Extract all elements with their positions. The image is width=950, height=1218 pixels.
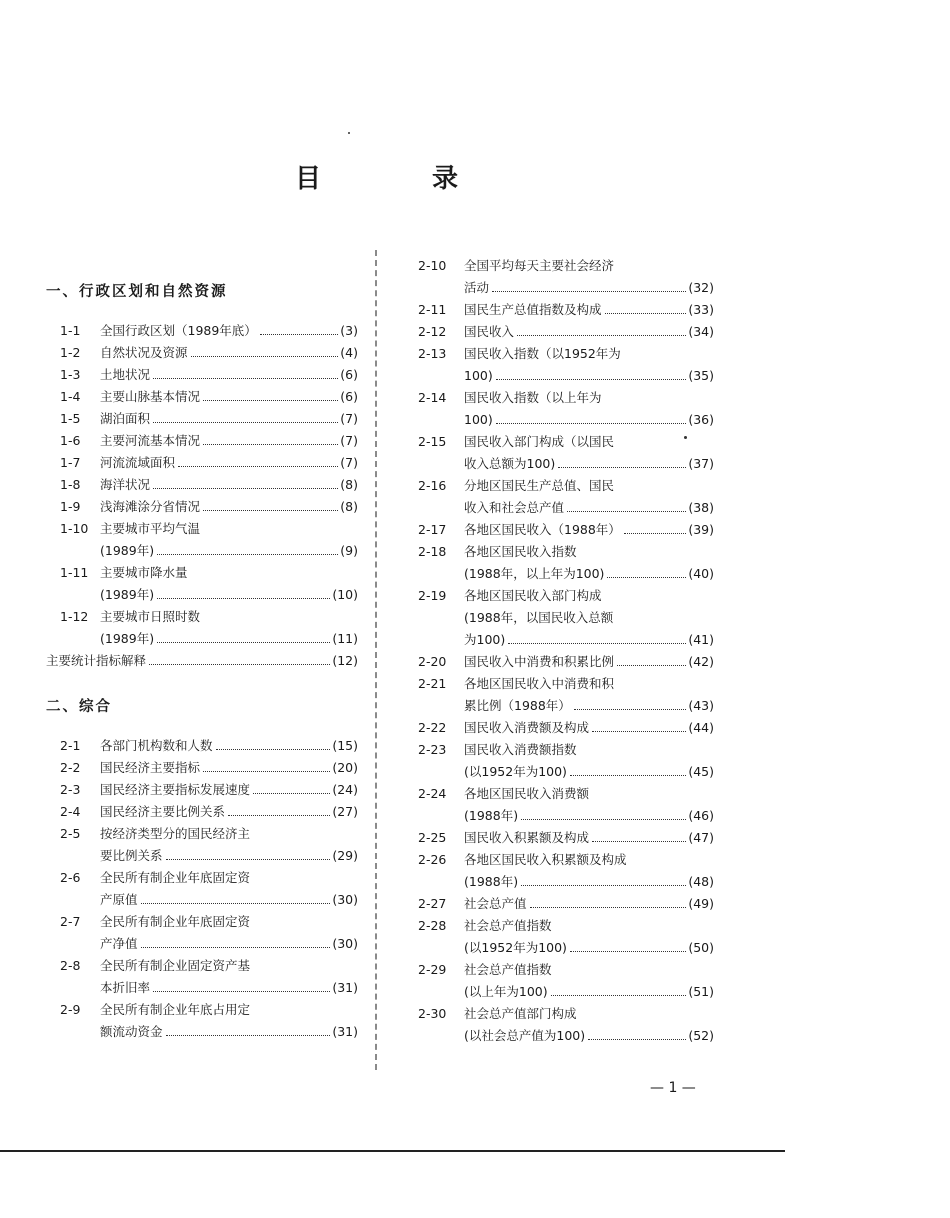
- dot-leader: [260, 334, 338, 335]
- toc-entry-title: 河流流域面积: [100, 455, 176, 470]
- toc-entry-title: (1989年): [100, 631, 155, 646]
- toc-entry-title: 额流动资金: [100, 1024, 163, 1039]
- toc-entry: [46, 735, 358, 757]
- dot-leader: [567, 511, 686, 512]
- toc-entry-title: 收入和社会总产值: [464, 500, 565, 515]
- toc-entry-page: (39): [688, 522, 714, 537]
- toc-entry-page: (8): [340, 477, 358, 492]
- dot-leader: [530, 907, 687, 908]
- dot-leader: [617, 665, 686, 666]
- toc-entry-title: 各地区国民收入（1988年）: [464, 522, 621, 537]
- dot-leader: [203, 771, 330, 772]
- toc-entry: [46, 606, 358, 650]
- toc-entry: [46, 562, 358, 606]
- title-char-1: 目: [295, 164, 322, 194]
- toc-entry-page: (37): [688, 456, 714, 471]
- toc-entry: [418, 541, 714, 585]
- toc-entry-title: (1988年，以上年为100): [464, 566, 605, 581]
- toc-entry-page: (4): [340, 345, 358, 360]
- toc-entry-page: (6): [340, 367, 358, 382]
- dot-leader: [588, 1039, 686, 1040]
- toc-entry-line: [464, 871, 714, 893]
- toc-entry-title: 国民收入指数（以1952年为: [464, 346, 621, 361]
- dot-leader: [153, 991, 330, 992]
- toc-entry-title: (以上年为100): [464, 984, 548, 999]
- toc-entry-line: [464, 805, 714, 827]
- toc-entry-title: 全国行政区划（1989年底）: [100, 323, 257, 338]
- toc-entry-page: (32): [688, 280, 714, 295]
- toc-entry-title: 社会总产值指数: [464, 962, 552, 977]
- toc-entry-page: (38): [688, 500, 714, 515]
- toc-entry: [46, 867, 358, 911]
- toc-entry-page: (34): [688, 324, 714, 339]
- toc-entry-number: 1-1: [60, 323, 81, 338]
- toc-entry-line: [100, 933, 358, 955]
- dot-leader: [521, 885, 686, 886]
- toc-entry-line: [100, 757, 358, 779]
- toc-entry-title: 主要城市日照时数: [100, 609, 201, 624]
- toc-entry-number: 2-23: [418, 742, 447, 757]
- toc-entry-page: (43): [688, 698, 714, 713]
- toc-entry-line: [464, 629, 714, 651]
- toc-entry-line: [100, 1021, 358, 1043]
- toc-entry-title: 主要山脉基本情况: [100, 389, 201, 404]
- toc-entry: [418, 343, 714, 387]
- toc-entry-line: [464, 893, 714, 915]
- toc-entry-title: 各地区国民收入消费额: [464, 786, 590, 801]
- toc-entry-number: 2-10: [418, 258, 447, 273]
- page-title: [0, 158, 760, 198]
- toc-entry-number: 2-30: [418, 1006, 447, 1021]
- dot-leader: [153, 378, 338, 379]
- toc-entry-page: (20): [332, 760, 358, 775]
- dot-leader: [558, 467, 686, 468]
- dot-leader: [203, 444, 338, 445]
- toc-entry-title: 社会总产值部门构成: [464, 1006, 577, 1021]
- toc-entry: [46, 518, 358, 562]
- toc-entry-page: (44): [688, 720, 714, 735]
- toc-entry-page: (47): [688, 830, 714, 845]
- toc-entry: [46, 496, 358, 518]
- toc-entry-page: (3): [340, 323, 358, 338]
- toc-entry-line: [100, 735, 358, 757]
- toc-entry-page: (31): [332, 1024, 358, 1039]
- toc-entry-title: 海洋状况: [100, 477, 151, 492]
- dot-leader: [153, 422, 338, 423]
- dot-leader: [508, 643, 686, 644]
- toc-entry-title: 国民收入中消费和积累比例: [464, 654, 615, 669]
- toc-entry-number: 2-4: [60, 804, 81, 819]
- toc-entry-line: [100, 408, 358, 430]
- toc-entry-title: 全民所有制企业固定资产基: [100, 958, 251, 973]
- toc-entry-number: 1-9: [60, 499, 81, 514]
- toc-entry-line: [464, 409, 714, 431]
- toc-entry-line: [464, 365, 714, 387]
- toc-entry-title: 国民收入部门构成（以国民: [464, 434, 615, 449]
- toc-entry-number: 1-11: [60, 565, 89, 580]
- toc-entry-title: 国民收入指数（以上年为: [464, 390, 602, 405]
- toc-entry-page: (31): [332, 980, 358, 995]
- toc-entry-title: 浅海滩涂分省情况: [100, 499, 201, 514]
- toc-entry-number: 1-10: [60, 521, 89, 536]
- toc-entry-line: [100, 779, 358, 801]
- toc-entry-title: 产净值: [100, 936, 138, 951]
- toc-entry-number: 2-11: [418, 302, 447, 317]
- toc-entry-title: 社会总产值: [464, 896, 527, 911]
- toc-entry-number: 1-8: [60, 477, 81, 492]
- dot-leader: [228, 815, 330, 816]
- toc-entry: [418, 827, 714, 849]
- toc-entry-title: (1988年): [464, 874, 519, 889]
- toc-entry-number: 2-20: [418, 654, 447, 669]
- dot-leader: [496, 423, 687, 424]
- toc-entry-line: [464, 321, 714, 343]
- toc-entry: [418, 431, 714, 475]
- toc-entry-line: [464, 453, 714, 475]
- toc-entry-number: 2-28: [418, 918, 447, 933]
- toc-entry: [46, 408, 358, 430]
- toc-entry-title: 累比例（1988年）: [464, 698, 571, 713]
- toc-entry-page: (27): [332, 804, 358, 819]
- toc-entry-number: 1-4: [60, 389, 81, 404]
- toc-entry-title: (以1952年为100): [464, 764, 567, 779]
- toc-entry-title: (以1952年为100): [464, 940, 567, 955]
- toc-entry-title: 自然状况及资源: [100, 345, 188, 360]
- dot-leader: [157, 642, 330, 643]
- toc-entry-page: (40): [688, 566, 714, 581]
- toc-entry-title: 国民收入积累额及构成: [464, 830, 590, 845]
- dot-leader: [157, 554, 338, 555]
- toc-entry-title: 活动: [464, 280, 490, 295]
- toc-entry-line: [100, 474, 358, 496]
- toc-entry-page: (6): [340, 389, 358, 404]
- toc-entry: [418, 893, 714, 915]
- toc-entry-line: [464, 937, 714, 959]
- toc-entry-line: [464, 761, 714, 783]
- toc-entry: [418, 585, 714, 651]
- toc-entry-number: 2-16: [418, 478, 447, 493]
- toc-entry-title: 本折旧率: [100, 980, 151, 995]
- scan-speck: [684, 436, 687, 439]
- toc-entry-title: 收入总额为100): [464, 456, 556, 471]
- toc-entry-title: 主要统计指标解释: [46, 653, 147, 668]
- toc-entry-line: [464, 651, 714, 673]
- toc-entry: [46, 779, 358, 801]
- toc-entry-line: [100, 540, 358, 562]
- toc-entry-line: [100, 496, 358, 518]
- toc-entry-title: 主要城市降水量: [100, 565, 188, 580]
- toc-entry-title: 按经济类型分的国民经济主: [100, 826, 251, 841]
- toc-entry: [418, 321, 714, 343]
- section-heading: 一、行政区划和自然资源: [46, 284, 228, 300]
- toc-entry-title: 全国平均每天主要社会经济: [464, 258, 615, 273]
- toc-entry: [46, 757, 358, 779]
- dot-leader: [492, 291, 686, 292]
- page-number: — 1 —: [650, 1080, 696, 1096]
- toc-entry-page: (33): [688, 302, 714, 317]
- toc-entry-number: 2-6: [60, 870, 81, 885]
- toc-entry-line: [100, 430, 358, 452]
- toc-entry-title: 社会总产值指数: [464, 918, 552, 933]
- dot-leader: [153, 488, 338, 489]
- toc-entry-title: 国民收入: [464, 324, 515, 339]
- dot-leader: [166, 859, 331, 860]
- toc-entry: [418, 651, 714, 673]
- dot-leader: [570, 951, 686, 952]
- toc-entry-line: [464, 277, 714, 299]
- dot-leader: [216, 749, 331, 750]
- toc-entry-page: (10): [332, 587, 358, 602]
- title-char-2: 录: [432, 164, 459, 194]
- toc-entry-line: [100, 320, 358, 342]
- toc-entry-title: 各地区国民收入积累额及构成: [464, 852, 627, 867]
- toc-entry-title: 100): [464, 368, 493, 383]
- toc-entry-line: [100, 364, 358, 386]
- toc-entry-title: 各地区国民收入部门构成: [464, 588, 602, 603]
- toc-entry-page: (50): [688, 940, 714, 955]
- toc-entry-number: 2-21: [418, 676, 447, 691]
- toc-entry-number: 2-14: [418, 390, 447, 405]
- dot-leader: [521, 819, 686, 820]
- toc-entry-title: 国民经济主要指标: [100, 760, 201, 775]
- dot-leader: [551, 995, 687, 996]
- toc-entry-title: 主要城市平均气温: [100, 521, 201, 536]
- dot-leader: [141, 947, 331, 948]
- toc-entry-title: 100): [464, 412, 493, 427]
- dot-leader: [178, 466, 338, 467]
- dot-leader: [605, 313, 687, 314]
- toc-entry-number: 1-7: [60, 455, 81, 470]
- toc-entry-line: [100, 845, 358, 867]
- toc-entry-page: (48): [688, 874, 714, 889]
- toc-entry-title: 分地区国民生产总值、国民: [464, 478, 615, 493]
- toc-entry-title: 主要河流基本情况: [100, 433, 201, 448]
- toc-entry-number: 2-8: [60, 958, 81, 973]
- toc-entry-number: 2-17: [418, 522, 447, 537]
- toc-entry: [46, 999, 358, 1043]
- toc-entry-number: 2-22: [418, 720, 447, 735]
- toc-entry-page: (30): [332, 892, 358, 907]
- toc-entry-number: 1-5: [60, 411, 81, 426]
- toc-entry-title: 湖泊面积: [100, 411, 151, 426]
- toc-entry-page: (45): [688, 764, 714, 779]
- toc-entry-page: (35): [688, 368, 714, 383]
- toc-entry: [46, 955, 358, 999]
- toc-entry-page: (24): [332, 782, 358, 797]
- toc-entry-line: [464, 497, 714, 519]
- toc-entry-line: [464, 519, 714, 541]
- toc-entry-title: 土地状况: [100, 367, 151, 382]
- toc-entry-title: (1989年): [100, 587, 155, 602]
- toc-entry-line: [100, 386, 358, 408]
- toc-entry: [418, 1003, 714, 1047]
- dot-leader: [592, 841, 686, 842]
- toc-entry-number: 2-29: [418, 962, 447, 977]
- toc-entry-line: [464, 981, 714, 1003]
- toc-entry: [418, 255, 714, 299]
- toc-entry-number: 2-19: [418, 588, 447, 603]
- toc-entry: [46, 320, 358, 342]
- toc-entry: [418, 475, 714, 519]
- dot-leader: [570, 775, 686, 776]
- toc-entry-number: 2-25: [418, 830, 447, 845]
- toc-entry-number: 2-1: [60, 738, 81, 753]
- column-divider: [375, 250, 377, 1070]
- toc-entry: [418, 739, 714, 783]
- toc-entry: [46, 386, 358, 408]
- toc-entry-number: 1-2: [60, 345, 81, 360]
- dot-leader: [517, 335, 686, 336]
- toc-entry-page: (15): [332, 738, 358, 753]
- toc-entry: [418, 849, 714, 893]
- dot-leader: [253, 793, 330, 794]
- toc-entry-line: [464, 1025, 714, 1047]
- toc-entry: [46, 342, 358, 364]
- toc-entry: [418, 783, 714, 827]
- toc-entry-title: 国民经济主要比例关系: [100, 804, 226, 819]
- toc-entry: [418, 387, 714, 431]
- toc-entry-page: (49): [688, 896, 714, 911]
- toc-entry-title: 全民所有制企业年底固定资: [100, 870, 251, 885]
- toc-entry-number: 2-12: [418, 324, 447, 339]
- toc-entry-line: [46, 650, 358, 672]
- toc-entry-title: 国民收入消费额指数: [464, 742, 577, 757]
- toc-entry-number: 1-3: [60, 367, 81, 382]
- toc-entry-number: 2-9: [60, 1002, 81, 1017]
- toc-entry-page: (11): [332, 631, 358, 646]
- toc-entry-line: [100, 584, 358, 606]
- toc-entry-page: (8): [340, 499, 358, 514]
- toc-entry-line: [100, 801, 358, 823]
- toc-entry-page: (12): [332, 653, 358, 668]
- toc-entry-number: 2-15: [418, 434, 447, 449]
- toc-entry-page: (7): [340, 411, 358, 426]
- toc-entry-title: 为100): [464, 632, 506, 647]
- toc-entry-title: 国民生产总值指数及构成: [464, 302, 602, 317]
- toc-entry-number: 2-18: [418, 544, 447, 559]
- toc-entry-number: 1-6: [60, 433, 81, 448]
- toc-entry-line: [100, 628, 358, 650]
- toc-entry-line: [100, 977, 358, 999]
- toc-entry-line: [464, 695, 714, 717]
- toc-entry: [46, 364, 358, 386]
- toc-entry-page: (46): [688, 808, 714, 823]
- toc-entry-title: (1989年): [100, 543, 155, 558]
- toc-entry: [418, 519, 714, 541]
- toc-entry-page: (7): [340, 455, 358, 470]
- toc-entry-title: 各地区国民收入中消费和积: [464, 676, 615, 691]
- toc-entry: [46, 452, 358, 474]
- toc-entry-title: 产原值: [100, 892, 138, 907]
- toc-entry-title: (1988年): [464, 808, 519, 823]
- toc-entry-title: 各地区国民收入指数: [464, 544, 577, 559]
- toc-entry-title: 国民收入消费额及构成: [464, 720, 590, 735]
- toc-entry-number: 2-26: [418, 852, 447, 867]
- toc-entry-number: 2-5: [60, 826, 81, 841]
- bottom-rule: [0, 1150, 785, 1152]
- toc-entry-title: 全民所有制企业年底固定资: [100, 914, 251, 929]
- toc-entry-line: [100, 342, 358, 364]
- toc-entry-page: (30): [332, 936, 358, 951]
- toc-entry: [418, 959, 714, 1003]
- toc-entry-title: 全民所有制企业年底占用定: [100, 1002, 251, 1017]
- toc-entry-number: 2-24: [418, 786, 447, 801]
- dot-leader: [157, 598, 330, 599]
- toc-entry: [46, 801, 358, 823]
- toc-entry-line: [100, 889, 358, 911]
- toc-entry-number: 2-13: [418, 346, 447, 361]
- toc-entry-page: (29): [332, 848, 358, 863]
- toc-entry: [46, 823, 358, 867]
- dot-leader: [166, 1035, 331, 1036]
- dot-leader: [141, 903, 331, 904]
- toc-entry-title: (1988年，以国民收入总额: [464, 610, 614, 625]
- dot-leader: [574, 709, 687, 710]
- dot-leader: [149, 664, 330, 665]
- toc-entry: [418, 673, 714, 717]
- toc-entry: [46, 430, 358, 452]
- toc-entry-line: [100, 452, 358, 474]
- toc-entry-number: 1-12: [60, 609, 89, 624]
- scan-speck: [348, 132, 350, 134]
- toc-entry-page: (9): [340, 543, 358, 558]
- dot-leader: [203, 400, 338, 401]
- toc-entry-title: 国民经济主要指标发展速度: [100, 782, 251, 797]
- toc-entry: [418, 915, 714, 959]
- toc-entry: [418, 717, 714, 739]
- dot-leader: [592, 731, 686, 732]
- toc-entry-page: (36): [688, 412, 714, 427]
- toc-entry-line: [464, 563, 714, 585]
- toc-entry-page: (52): [688, 1028, 714, 1043]
- toc-entry-title: 各部门机构数和人数: [100, 738, 213, 753]
- toc-entry-number: 2-27: [418, 896, 447, 911]
- toc-entry: [46, 911, 358, 955]
- dot-leader: [203, 510, 338, 511]
- toc-entry-page: (41): [688, 632, 714, 647]
- toc-entry-page: (7): [340, 433, 358, 448]
- toc-entry-line: [464, 299, 714, 321]
- dot-leader: [607, 577, 686, 578]
- toc-entry-page: (42): [688, 654, 714, 669]
- dot-leader: [496, 379, 687, 380]
- toc-entry-line: [464, 717, 714, 739]
- dot-leader: [191, 356, 339, 357]
- toc-entry-number: 2-3: [60, 782, 81, 797]
- toc-entry: [46, 650, 358, 672]
- toc-entry-number: 2-7: [60, 914, 81, 929]
- toc-entry-title: (以社会总产值为100): [464, 1028, 586, 1043]
- toc-entry: [46, 474, 358, 496]
- toc-entry-line: [464, 827, 714, 849]
- dot-leader: [624, 533, 687, 534]
- toc-entry: [418, 299, 714, 321]
- section-heading: 二、综合: [46, 699, 112, 715]
- toc-entry-page: (51): [688, 984, 714, 999]
- toc-entry-number: 2-2: [60, 760, 81, 775]
- toc-entry-title: 要比例关系: [100, 848, 163, 863]
